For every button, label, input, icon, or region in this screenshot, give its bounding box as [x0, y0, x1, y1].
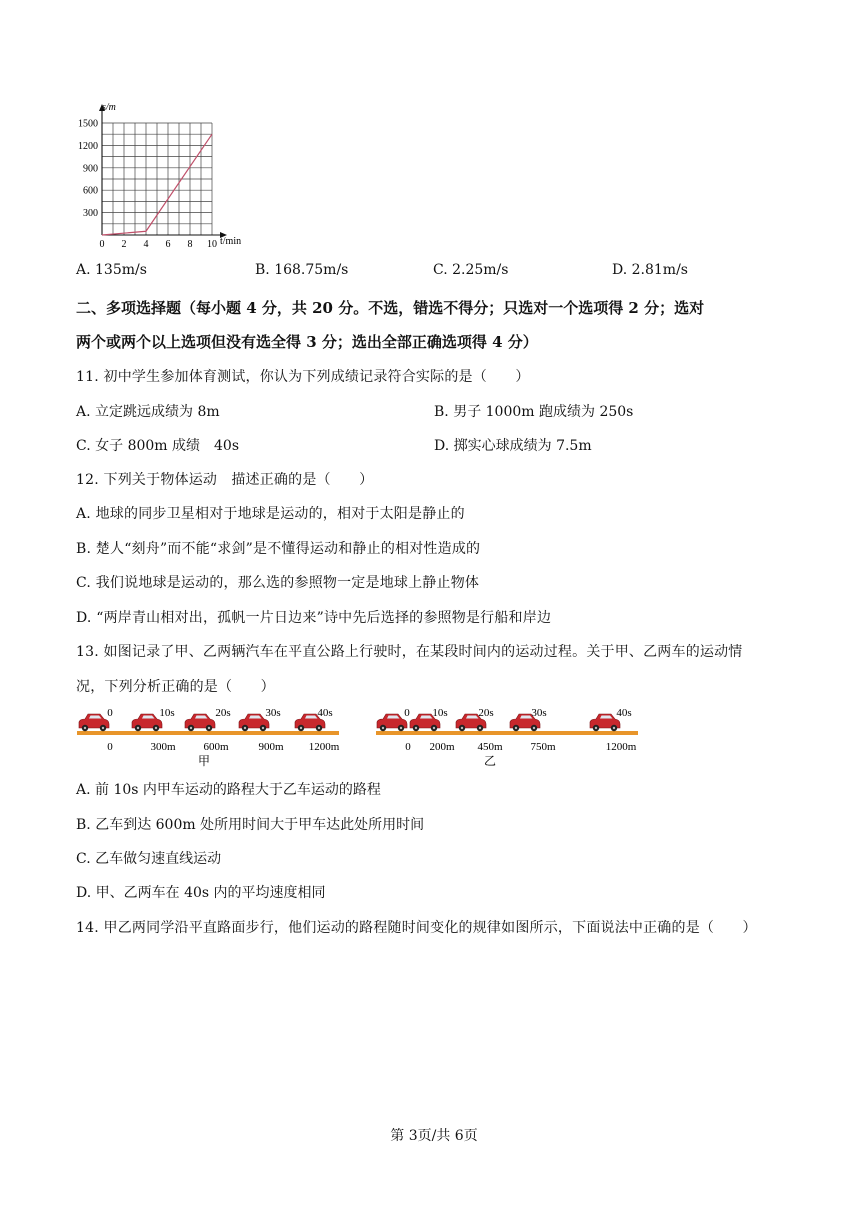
- x-tick-label: 10: [207, 239, 217, 250]
- road: [376, 731, 638, 735]
- car-label: 甲: [197, 754, 211, 768]
- time-label: 0: [107, 707, 113, 719]
- distance-time-graph: [72, 98, 252, 250]
- q13-option-b: B. 乙车到达 600m 处所用时间大于甲车达此处所用时间: [76, 817, 425, 833]
- car-icon: [132, 714, 162, 731]
- time-label: 40s: [616, 707, 632, 719]
- time-label: 40s: [317, 707, 333, 719]
- q11-option-a: A. 立定跳远成绩为 8m: [76, 404, 220, 420]
- q13-option-c: C. 乙车做匀速直线运动: [76, 851, 222, 867]
- car-icon: [185, 714, 215, 731]
- distance-label: 1200m: [605, 741, 637, 753]
- y-tick-label: 300: [83, 208, 98, 220]
- distance-label: 600m: [203, 741, 229, 753]
- q10-option-c: C. 2.25m/s: [433, 262, 509, 278]
- section2-heading-line2: 两个或两个以上选项但没有选全得 3 分；选出全部正确选项得 4 分）: [76, 333, 538, 351]
- x-tick-label: 4: [143, 239, 149, 250]
- distance-label: 0: [107, 741, 113, 753]
- time-label: 10s: [159, 707, 175, 719]
- q13-option-a: A. 前 10s 内甲车运动的路程大于乙车运动的路程: [76, 782, 381, 798]
- car-a-diagram: [77, 707, 340, 768]
- y-axis-label: s/m: [102, 102, 116, 113]
- time-label: 30s: [531, 707, 547, 719]
- q10-option-a: A. 135m/s: [76, 262, 147, 278]
- car-icon: [377, 714, 407, 731]
- q12-option-d: D. “两岸青山相对出，孤帆一片日边来”诗中先后选择的参照物是行船和岸边: [76, 610, 552, 626]
- q10-option-d: D. 2.81m/s: [612, 262, 688, 278]
- x-tick-label: 2: [121, 239, 127, 250]
- car-motion-diagram: [74, 702, 646, 770]
- car-icon: [79, 714, 109, 731]
- q12-option-a: A. 地球的同步卫星相对于地球是运动的，相对于太阳是静止的: [76, 506, 465, 522]
- distance-label: 750m: [530, 741, 556, 753]
- q11-option-b: B. 男子 1000m 跑成绩为 250s: [434, 404, 634, 420]
- q13-stem-line1: 13. 如图记录了甲、乙两辆汽车在平直公路上行驶时，在某段时间内的运动过程。关于甲、乙两车的运动情: [76, 644, 743, 660]
- x-tick-label: 8: [187, 239, 193, 250]
- distance-label: 300m: [150, 741, 176, 753]
- q12-option-c: C. 我们说地球是运动的，那么选的参照物一定是地球上静止物体: [76, 575, 480, 591]
- q11-option-c: C. 女子 800m 成绩 40s: [76, 438, 240, 454]
- time-label: 20s: [215, 707, 231, 719]
- q13-stem-line2: 况，下列分析正确的是（ ）: [76, 679, 275, 695]
- q13-option-d: D. 甲、乙两车在 40s 内的平均速度相同: [76, 885, 326, 901]
- graph-grid: [102, 123, 212, 235]
- time-label: 0: [404, 707, 410, 719]
- road: [77, 731, 339, 735]
- graph-axes: [99, 104, 227, 238]
- time-label: 10s: [432, 707, 448, 719]
- distance-label: 200m: [429, 741, 455, 753]
- q10-option-b: B. 168.75m/s: [255, 262, 349, 278]
- distance-label: 450m: [477, 741, 503, 753]
- q11-stem: 11. 初中学生参加体育测试，你认为下列成绩记录符合实际的是（ ）: [76, 369, 530, 385]
- section2-heading-line1: 二、多项选择题（每小题 4 分，共 20 分。不选，错选不得分；只选对一个选项得 2 分；选对: [76, 299, 705, 317]
- y-tick-label: 900: [83, 163, 98, 175]
- page-footer: 第 3页/共 6页: [390, 1128, 478, 1144]
- y-tick-label: 600: [83, 185, 98, 197]
- car-b-diagram: [376, 707, 638, 768]
- q14-stem: 14. 甲乙两同学沿平直路面步行，他们运动的路程随时间变化的规律如图所示，下面说法中正确的是（ ）: [76, 920, 757, 936]
- q11-option-d: D. 掷实心球成绩为 7.5m: [434, 438, 592, 454]
- distance-label: 0: [405, 741, 411, 753]
- y-tick-label: 1500: [78, 118, 98, 130]
- x-tick-label: 0: [99, 239, 105, 250]
- q12-stem: 12. 下列关于物体运动 描述正确的是（ ）: [76, 472, 374, 488]
- distance-label: 900m: [258, 741, 284, 753]
- y-tick-label: 1200: [78, 140, 98, 152]
- time-label: 30s: [265, 707, 281, 719]
- time-label: 20s: [478, 707, 494, 719]
- distance-label: 1200m: [308, 741, 340, 753]
- car-label: 乙: [483, 754, 497, 768]
- x-axis-label: t/min: [220, 236, 242, 247]
- x-tick-label: 6: [165, 239, 171, 250]
- q12-option-b: B. 楚人“刻舟”而不能“求剑”是不懂得运动和静止的相对性造成的: [76, 541, 481, 557]
